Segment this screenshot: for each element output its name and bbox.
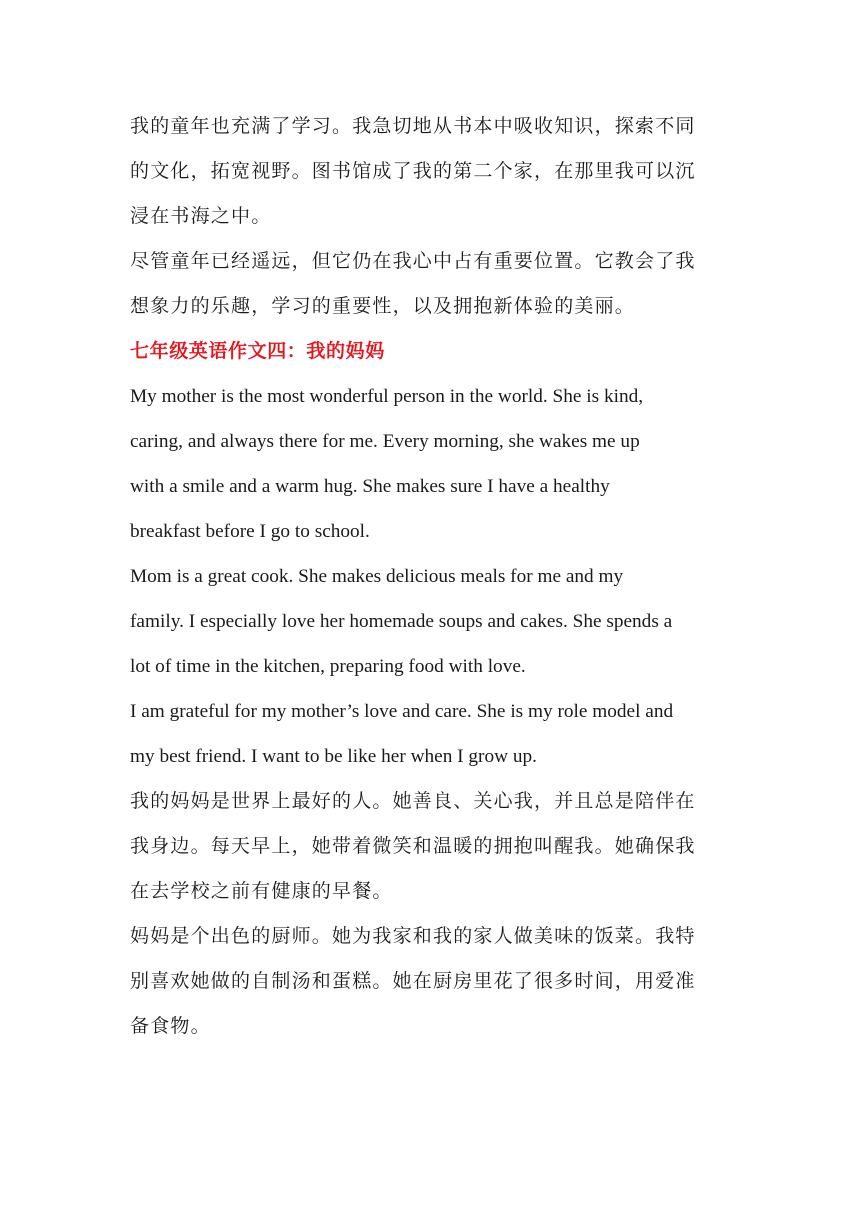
text-line: 妈妈是个出色的厨师。她为我家和我的家人做美味的饭菜。我特: [130, 925, 696, 947]
document-page: [130, 104, 732, 1049]
chinese-paragraph-2: [130, 914, 732, 1049]
text-line: 备食物。: [130, 1015, 211, 1037]
text-line: I am grateful for my mother’s love and care. She is my role model and: [130, 701, 674, 722]
text-line: 在去学校之前有健康的早餐。: [130, 880, 393, 902]
text-line: 浸在书海之中。: [130, 205, 272, 227]
english-paragraph-3: [130, 689, 732, 779]
text-line: caring, and always there for me. Every morning, she wakes me up: [130, 431, 640, 452]
paragraph-childhood-summary: [130, 239, 732, 329]
text-line: 尽管童年已经遥远，但它仍在我心中占有重要位置。它教会了我: [130, 250, 696, 272]
text-line: 我身边。每天早上，她带着微笑和温暖的拥抱叫醒我。她确保我: [130, 835, 696, 857]
text-line: family. I especially love her homemade soups and cakes. She spends a: [130, 611, 673, 632]
text-line: 别喜欢她做的自制汤和蛋糕。她在厨房里花了很多时间，用爱准: [130, 970, 696, 992]
text-line: breakfast before I go to school.: [130, 521, 370, 542]
text-line: My mother is the most wonderful person in the world. She is kind,: [130, 386, 644, 407]
text-line: 我的妈妈是世界上最好的人。她善良、关心我，并且总是陪伴在: [130, 790, 696, 812]
english-paragraph-2: [130, 554, 732, 689]
text-line: 我的童年也充满了学习。我急切地从书本中吸收知识，探索不同: [130, 115, 696, 137]
text-line: Mom is a great cook. She makes delicious meals for me and my: [130, 566, 624, 587]
text-line: lot of time in the kitchen, preparing food with love.: [130, 656, 526, 677]
section-heading: 七年级英语作文四：我的妈妈: [130, 340, 385, 362]
english-paragraph-1: [130, 374, 732, 554]
text-line: my best friend. I want to be like her when I grow up.: [130, 746, 537, 767]
text-line: 的文化，拓宽视野。图书馆成了我的第二个家，在那里我可以沉: [130, 160, 696, 182]
chinese-paragraph-1: [130, 779, 732, 914]
text-line: with a smile and a warm hug. She makes sure I have a healthy: [130, 476, 610, 497]
paragraph-childhood-learning: [130, 104, 732, 239]
text-line: 想象力的乐趣，学习的重要性，以及拥抱新体验的美丽。: [130, 295, 636, 317]
